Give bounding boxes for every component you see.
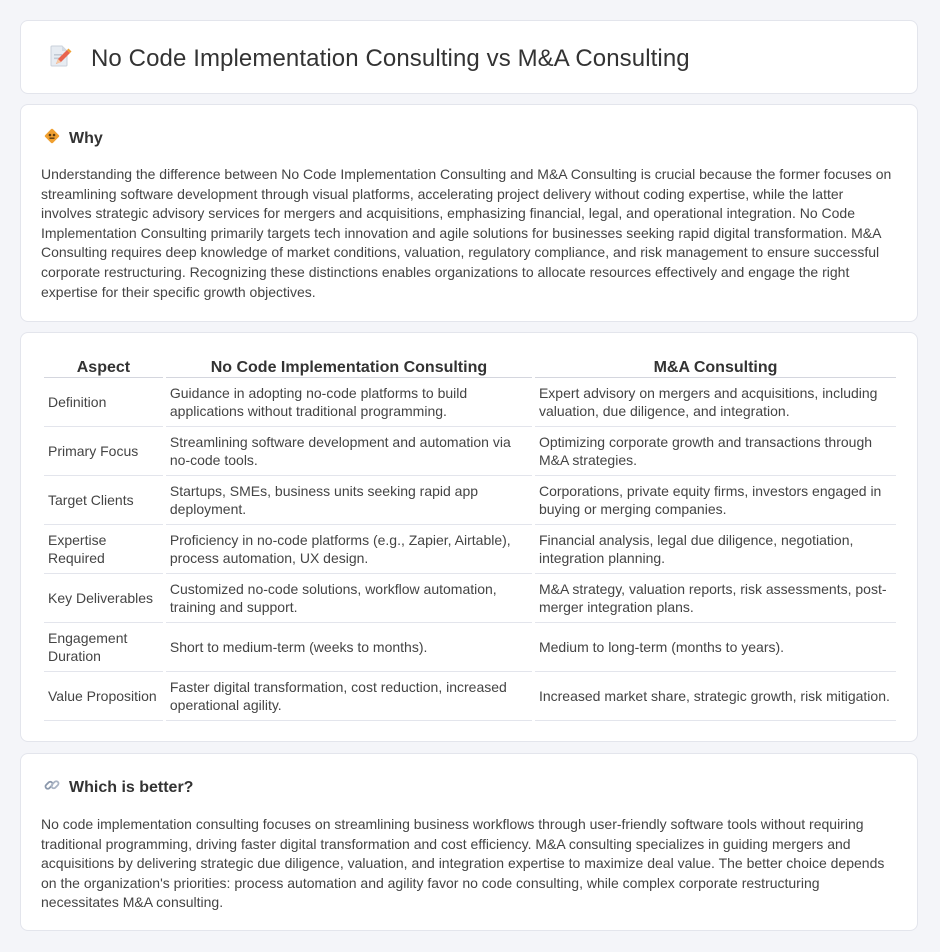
which-is-better-section <box>20 753 918 931</box>
title-card <box>20 20 918 94</box>
table-row <box>44 623 896 672</box>
nocode-cell: Streamlining software development and automation via no-code tools. <box>166 427 532 476</box>
nocode-cell: Proficiency in no-code platforms (e.g., Zapier, Airtable), process automation, UX design. <box>166 525 532 574</box>
page-title: No Code Implementation Consulting vs M&A Consulting <box>91 44 690 72</box>
diamond-sign-icon <box>43 127 61 150</box>
table-header-row <box>44 353 896 378</box>
nocode-cell: Customized no-code solutions, workflow automation, training and support. <box>166 574 532 623</box>
aspect-cell: Expertise Required <box>44 525 163 574</box>
column-header-nocode: No Code Implementation Consulting <box>166 353 532 378</box>
document-pencil-icon <box>47 43 73 74</box>
comparison-table <box>41 353 899 721</box>
ma-cell: M&A strategy, valuation reports, risk assessments, post-merger integration plans. <box>535 574 896 623</box>
comparison-section <box>20 332 918 742</box>
table-row <box>44 574 896 623</box>
aspect-cell: Target Clients <box>44 476 163 525</box>
ma-cell: Medium to long-term (months to years). <box>535 623 896 672</box>
nocode-cell: Short to medium-term (weeks to months). <box>166 623 532 672</box>
nocode-cell: Faster digital transformation, cost reduction, increased operational agility. <box>166 672 532 721</box>
ma-cell: Corporations, private equity firms, investors engaged in buying or merging companies. <box>535 476 896 525</box>
nocode-cell: Startups, SMEs, business units seeking rapid app deployment. <box>166 476 532 525</box>
table-row <box>44 672 896 721</box>
aspect-cell: Engagement Duration <box>44 623 163 672</box>
column-header-ma: M&A Consulting <box>535 353 896 378</box>
table-row <box>44 427 896 476</box>
ma-cell: Optimizing corporate growth and transactions through M&A strategies. <box>535 427 896 476</box>
aspect-cell: Value Proposition <box>44 672 163 721</box>
table-row <box>44 525 896 574</box>
aspect-cell: Key Deliverables <box>44 574 163 623</box>
why-heading: Why <box>69 129 103 147</box>
column-header-aspect: Aspect <box>44 353 163 378</box>
table-row <box>44 378 896 427</box>
ma-cell: Expert advisory on mergers and acquisitions, including valuation, due diligence, and integration. <box>535 378 896 427</box>
link-icon <box>43 776 61 799</box>
nocode-cell: Guidance in adopting no-code platforms to build applications without traditional programming. <box>166 378 532 427</box>
aspect-cell: Primary Focus <box>44 427 163 476</box>
why-text: Understanding the difference between No Code Implementation Consulting and M&A Consulting is crucial because the former focuses on streamlining software development through visual platforms, accelerating project delivery without coding expertise, while the latter involves strategic advisory services for mergers and acquisitions, emphasizing financial, legal, and operational integration. No Code Implementation Consulting primarily targets tech innovation and agile solutions for businesses seeking rapid digital transformation. M&A Consulting requires deep knowledge of market conditions, valuation, regulatory compliance, and risk management to ensure successful corporate restructuring. Recognizing these distinctions enables organizations to allocate resources effectively and engage the right expertise for their specific growth objectives. <box>41 166 892 300</box>
aspect-cell: Definition <box>44 378 163 427</box>
table-row <box>44 476 896 525</box>
better-heading: Which is better? <box>69 778 194 796</box>
why-section <box>20 104 918 322</box>
ma-cell: Financial analysis, legal due diligence, negotiation, integration planning. <box>535 525 896 574</box>
better-text: No code implementation consulting focuses on streamlining business workflows through user-friendly software tools without requiring traditional programming, driving faster digital transformation and cost efficiency. M&A consulting specializes in guiding mergers and acquisitions by delivering strategic due diligence, valuation, and integration expertise to maximize deal value. The better choice depends on the organization's priorities: process automation and agility favor no code consulting, while complex corporate restructuring necessitates M&A consulting. <box>41 816 885 911</box>
ma-cell: Increased market share, strategic growth, risk mitigation. <box>535 672 896 721</box>
